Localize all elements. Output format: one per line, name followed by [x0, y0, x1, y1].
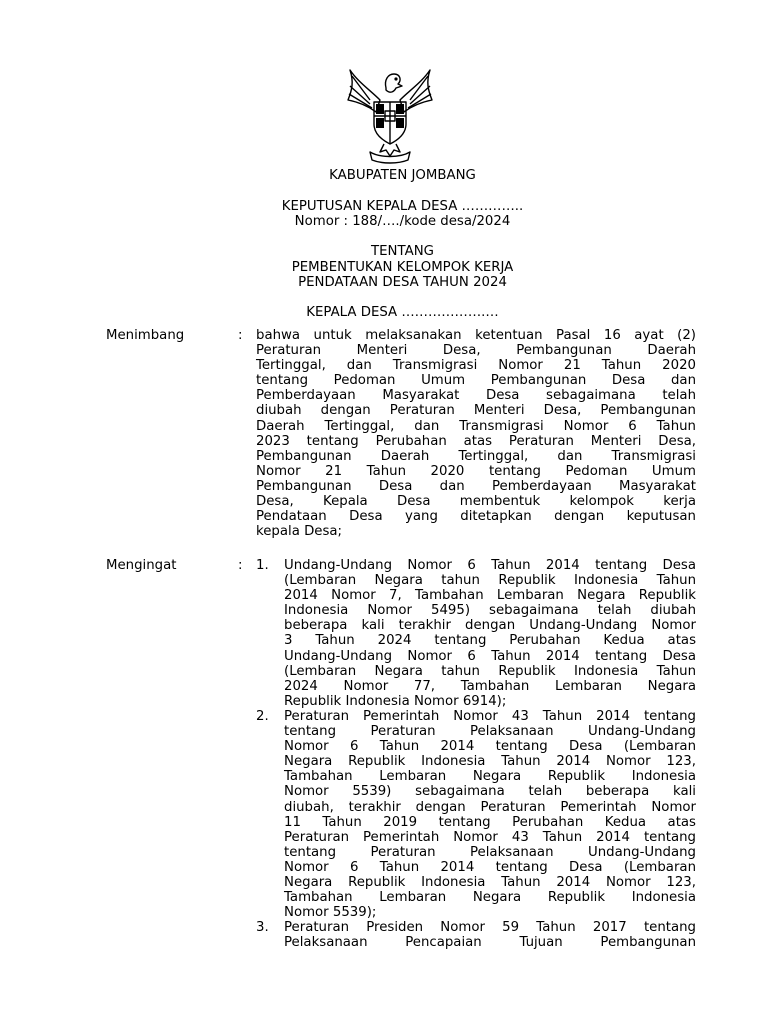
text-line: Nomor 21 Tahun 2020 tentang Pedoman Umum [256, 463, 696, 479]
text-line: Nomor 5539); [284, 905, 377, 921]
decree-title: KEPUTUSAN KEPALA DESA ………….. [281, 199, 524, 214]
text-line: (Lembaran Negara tahun Republik Indonesia Tahun [284, 663, 696, 679]
text-line: (Lembaran Negara tahun Republik Indonesia Tahun [284, 573, 696, 589]
text-line: Pelaksanaan Pencapaian Tujuan Pembangunan [284, 935, 696, 951]
list-item [256, 920, 696, 950]
text-line: beberapa kali terakhir dengan Undang-Undang Nomor [284, 618, 696, 634]
text-line: Pemberdayaan Masyarakat Desa sebagaimana telah [256, 388, 696, 404]
text-line: 3 Tahun 2024 tentang Perubahan Kedua atas [284, 633, 696, 649]
text-line: Nomor 5539) sebagaimana telah beberapa kali [284, 784, 696, 800]
text-line: Tambahan Lembaran Negara Republik Indonesia [284, 769, 696, 785]
text-line: diubah, terakhir dengan Peraturan Pemerintah Nomor [284, 799, 696, 815]
about-label: TENTANG [371, 244, 434, 259]
text-line: Negara Republik Indonesia Tahun 2014 Nomor 123, [284, 754, 696, 770]
text-line: 2014 Nomor 7, Tambahan Lembaran Negara Republik [284, 588, 696, 604]
text-line: Pembangunan Desa dan Pemberdayaan Masyarakat [256, 478, 696, 494]
official-title: KEPALA DESA ……………….… [306, 305, 499, 320]
text-line: Republik Indonesia Nomor 6914); [284, 693, 507, 709]
garuda-emblem-icon [340, 60, 440, 164]
text-line: 2023 tentang Perubahan atas Peraturan Menteri Desa, [256, 433, 696, 449]
list-item-number: 1. [256, 558, 269, 573]
menimbang-colon: : [238, 328, 243, 343]
mengingat-colon: : [238, 558, 243, 573]
text-line: Indonesia Nomor 5495) sebagaimana telah diubah [284, 603, 696, 619]
text-line: Peraturan Pemerintah Nomor 43 Tahun 2014 tentang [284, 708, 696, 724]
text-line: tentang Pedoman Umum Pembangunan Desa dan [256, 373, 696, 389]
decree-number: Nomor : 188/…./kode desa/2024 [294, 214, 511, 229]
text-line: Undang-Undang Nomor 6 Tahun 2014 tentang Desa [284, 558, 696, 573]
text-line: Pendataan Desa yang ditetapkan dengan keputusan [256, 509, 696, 525]
list-item-number: 2. [256, 708, 269, 724]
mengingat-label: Mengingat [106, 558, 177, 573]
text-line: Tambahan Lembaran Negara Republik Indonesia [284, 890, 696, 906]
text-line: 11 Tahun 2019 tentang Perubahan Kedua atas [284, 814, 696, 830]
text-line: Negara Republik Indonesia Tahun 2014 Nomor 123, [284, 874, 696, 890]
menimbang-text [256, 328, 696, 539]
subject-line-2: PENDATAAN DESA TAHUN 2024 [298, 275, 507, 290]
text-line: Nomor 6 Tahun 2014 tentang Desa (Lembaran [284, 859, 696, 875]
text-line: Pembangunan Daerah Tertinggal, dan Transmigrasi [256, 448, 696, 464]
text-line: Peraturan Menteri Desa, Pembangunan Daerah [256, 343, 696, 359]
text-line: Tertinggal, dan Transmigrasi Nomor 21 Tahun 2020 [256, 358, 696, 374]
regency-title: KABUPATEN JOMBANG [329, 168, 476, 183]
list-item [256, 558, 696, 709]
text-line: tentang Peraturan Pelaksanaan Undang-Undang [284, 724, 696, 740]
subject-line-1: PEMBENTUKAN KELOMPOK KERJA [291, 260, 514, 275]
text-line: Desa, Kepala Desa membentuk kelompok kerja [256, 494, 696, 510]
text-line: 2024 Nomor 77, Tambahan Lembaran Negara [284, 678, 696, 694]
text-line: Undang-Undang Nomor 6 Tahun 2014 tentang Desa [284, 648, 696, 664]
text-line: bahwa untuk melaksanakan ketentuan Pasal 16 ayat (2) [256, 328, 696, 343]
text-line: Daerah Tertinggal, dan Transmigrasi Nomor 6 Tahun [256, 418, 696, 434]
menimbang-label: Menimbang [106, 328, 185, 343]
list-item-number: 3. [256, 920, 269, 936]
text-line: kepala Desa; [256, 524, 343, 540]
text-line: Peraturan Pemerintah Nomor 43 Tahun 2014 tentang [284, 829, 696, 845]
text-line: Peraturan Presiden Nomor 59 Tahun 2017 tentang [284, 920, 696, 936]
text-line: tentang Peraturan Pelaksanaan Undang-Undang [284, 844, 696, 860]
list-item [256, 709, 696, 920]
text-line: Nomor 6 Tahun 2014 tentang Desa (Lembaran [284, 739, 696, 755]
text-line: diubah dengan Peraturan Menteri Desa, Pembangunan [256, 403, 696, 419]
mengingat-list [256, 558, 696, 950]
